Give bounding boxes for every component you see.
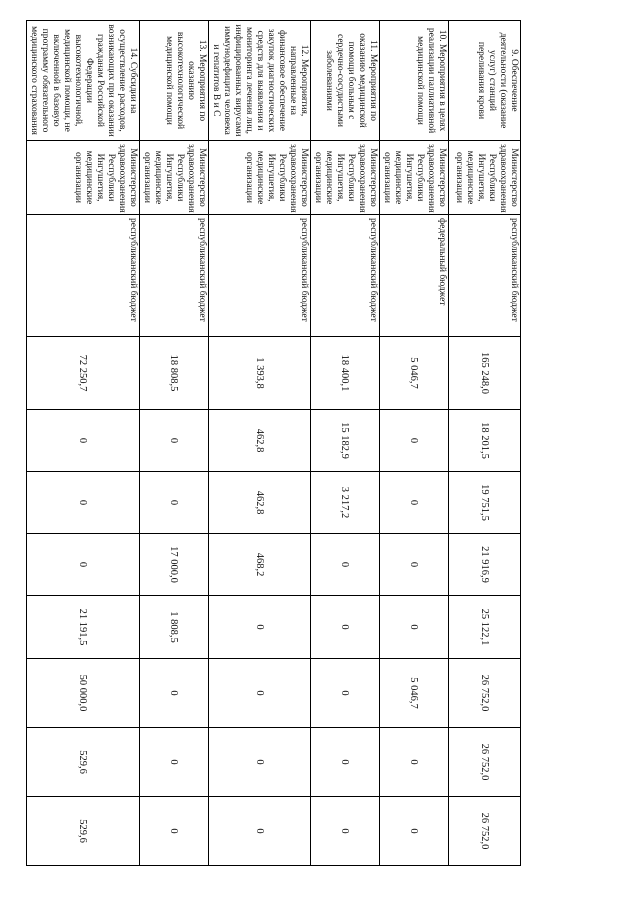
funding-source-cell: федеральный бюджет <box>380 215 449 337</box>
value-cell: 17 000,0 <box>140 534 209 596</box>
value-cell: 0 <box>380 410 449 472</box>
value-cell: 0 <box>27 472 140 534</box>
value-cell: 15 182,9 <box>311 410 380 472</box>
value-cell: 21 916,9 <box>449 534 521 596</box>
rotated-page <box>29 20 521 865</box>
table-row <box>311 21 380 866</box>
value-cell: 529,6 <box>27 728 140 797</box>
landscape-table-container <box>29 20 521 865</box>
activity-name-cell: 14. Субсидии на осуществление расходов, возникающих при оказании гражданам Российской Федерации высокотехнологичной, медицинской помощи, не включенной в базовую программу обязательного медицинского страхования <box>27 21 140 141</box>
value-cell: 25 122,1 <box>449 596 521 659</box>
value-cell: 0 <box>311 728 380 797</box>
budget-table <box>26 20 521 866</box>
table-row <box>449 21 521 866</box>
value-cell: 26 752,0 <box>449 728 521 797</box>
value-cell: 0 <box>380 534 449 596</box>
value-cell: 0 <box>140 410 209 472</box>
value-cell: 5 046,7 <box>380 659 449 728</box>
value-cell: 50 000,0 <box>27 659 140 728</box>
value-cell: 0 <box>380 472 449 534</box>
executor-cell: Министерство здравоохранения Республики Ингушетия, медицинские организации <box>209 141 311 215</box>
value-cell: 18 201,5 <box>449 410 521 472</box>
value-cell: 0 <box>380 797 449 866</box>
value-cell: 26 752,0 <box>449 797 521 866</box>
value-cell: 0 <box>140 797 209 866</box>
value-cell: 0 <box>27 534 140 596</box>
value-cell: 0 <box>311 659 380 728</box>
value-cell: 18 400,1 <box>311 337 380 410</box>
funding-source-cell: республиканский бюджет <box>449 215 521 337</box>
funding-source-cell: республиканский бюджет <box>27 215 140 337</box>
table-row <box>140 21 209 866</box>
funding-source-cell: республиканский бюджет <box>140 215 209 337</box>
value-cell: 0 <box>380 728 449 797</box>
executor-cell: Министерство здравоохранения Республики Ингушетия, медицинские организации <box>449 141 521 215</box>
value-cell: 5 046,7 <box>380 337 449 410</box>
funding-source-cell: республиканский бюджет <box>209 215 311 337</box>
table-row <box>380 21 449 866</box>
value-cell: 18 808,5 <box>140 337 209 410</box>
value-cell: 0 <box>209 659 311 728</box>
value-cell: 468,2 <box>209 534 311 596</box>
value-cell: 0 <box>209 728 311 797</box>
value-cell: 165 248,0 <box>449 337 521 410</box>
executor-cell: Министерство здравоохранения Республики Ингушетия, медицинские организации <box>311 141 380 215</box>
value-cell: 0 <box>380 596 449 659</box>
table-body <box>27 21 521 866</box>
activity-name-cell: 10. Мероприятия в целях реализации паллиативной медицинской помощи <box>380 21 449 141</box>
value-cell: 0 <box>27 410 140 472</box>
value-cell: 0 <box>209 797 311 866</box>
value-cell: 0 <box>140 728 209 797</box>
executor-cell: Министерство здравоохранения Республики Ингушетия, медицинские организации <box>140 141 209 215</box>
funding-source-cell: республиканский бюджет <box>311 215 380 337</box>
value-cell: 0 <box>311 797 380 866</box>
value-cell: 462,8 <box>209 472 311 534</box>
value-cell: 0 <box>311 596 380 659</box>
value-cell: 21 191,5 <box>27 596 140 659</box>
value-cell: 26 752,0 <box>449 659 521 728</box>
value-cell: 529,6 <box>27 797 140 866</box>
activity-name-cell: 13. Мероприятия по оказанию высокотехнологической медицинской помощи <box>140 21 209 141</box>
activity-name-cell: 9. Обеспечение деятельности (оказание услуг) станций переливания крови <box>449 21 521 141</box>
value-cell: 0 <box>140 472 209 534</box>
activity-name-cell: 11. Мероприятия по оказанию медицинской помощи больным с сердечно-сосудистыми заболеваниями <box>311 21 380 141</box>
table-row <box>209 21 311 866</box>
value-cell: 0 <box>209 596 311 659</box>
value-cell: 3 217,2 <box>311 472 380 534</box>
value-cell: 1 393,8 <box>209 337 311 410</box>
executor-cell: Министерство здравоохранения Республики Ингушетия, медицинские организации <box>27 141 140 215</box>
value-cell: 72 250,7 <box>27 337 140 410</box>
value-cell: 0 <box>311 534 380 596</box>
activity-name-cell: 12. Мероприятия, направленные на финансовое обеспечение закупок диагностических средств для выявления и мониторинга лечения лиц, инфицированных вирусами иммунодефицита человека и гепатитов B и C <box>209 21 311 141</box>
table-row <box>27 21 140 866</box>
value-cell: 462,8 <box>209 410 311 472</box>
value-cell: 1 808,5 <box>140 596 209 659</box>
value-cell: 19 751,5 <box>449 472 521 534</box>
value-cell: 0 <box>140 659 209 728</box>
executor-cell: Министерство здравоохранения Республики Ингушетия, медицинские организации <box>380 141 449 215</box>
